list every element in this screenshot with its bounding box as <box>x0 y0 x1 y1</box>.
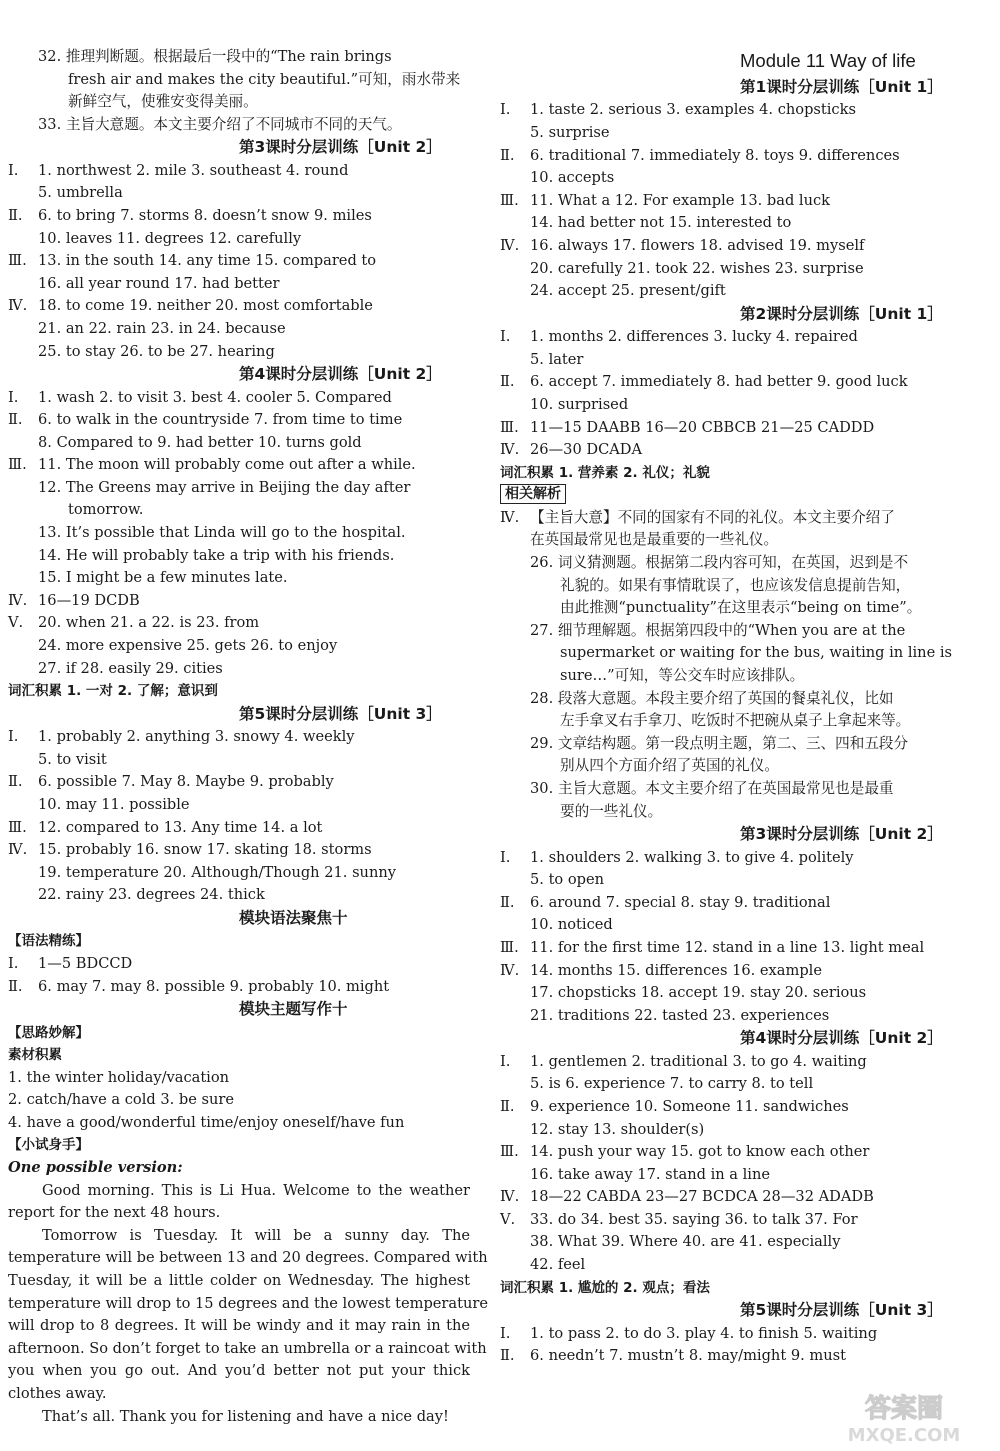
roman-numeral-marker: Ⅰ. <box>8 388 19 406</box>
roman-numeral-marker: Ⅰ. <box>500 328 511 346</box>
roman-numeral-marker: Ⅲ. <box>8 818 27 836</box>
line-text: 18. to come 19. neither 20. most comfortable <box>38 297 373 315</box>
answer-line <box>500 349 980 372</box>
section-title <box>500 303 980 326</box>
answer-line <box>500 280 980 303</box>
section-label <box>8 930 470 953</box>
answer-line <box>8 295 470 318</box>
answer-line <box>500 371 980 394</box>
answer-line <box>8 658 470 681</box>
answer-line <box>8 771 470 794</box>
answer-line <box>8 341 470 364</box>
line-text: 别从四个方面介绍了英国的礼仪。 <box>560 757 779 775</box>
line-text: 第4课时分层训练［Unit 2］ <box>740 1029 943 1048</box>
line-text: 11. for the first time 12. stand in a line 13. light meal <box>530 938 925 956</box>
line-text: 24. accept 25. present/gift <box>530 282 726 300</box>
roman-numeral-marker: Ⅴ. <box>8 614 24 632</box>
watermark-logo <box>809 1387 994 1447</box>
line-text: 18—22 CABDA 23—27 BCDCA 28—32 ADADB <box>530 1188 874 1206</box>
answer-line <box>8 454 470 477</box>
line-text: 19. temperature 20. Although/Though 21. sunny <box>38 863 396 881</box>
section-title <box>8 363 470 386</box>
answer-line <box>500 212 980 235</box>
answer-line <box>8 228 470 251</box>
answer-line <box>8 250 470 273</box>
answer-line <box>500 507 980 530</box>
line-text: 1—5 BDCCD <box>38 954 133 972</box>
line-text: 16. all year round 17. had better <box>38 274 280 292</box>
answer-line <box>500 326 980 349</box>
line-text: sure…”可知，等公交车时应该排队。 <box>560 667 805 685</box>
answer-line <box>500 1119 980 1142</box>
roman-numeral-marker: Ⅰ. <box>8 954 19 972</box>
answer-line <box>500 235 980 258</box>
line-text: report for the next 48 hours. <box>8 1204 221 1222</box>
roman-numeral-marker: Ⅳ. <box>500 441 520 459</box>
answer-line <box>500 620 980 643</box>
text-line <box>8 1067 470 1090</box>
section-label <box>8 1044 470 1067</box>
roman-numeral-marker: Ⅲ. <box>500 191 519 209</box>
line-text: 由此推测“punctuality”在这里表示“being on time”。 <box>560 599 922 617</box>
text-line <box>8 1406 470 1429</box>
line-text: 22. rainy 23. degrees 24. thick <box>38 886 265 904</box>
roman-numeral-marker: Ⅱ. <box>8 411 23 429</box>
line-text: 29. 文章结构题。第一段点明主题，第二、三、四和五段分 <box>530 734 909 752</box>
line-text: will drop to 8 degrees. It will be windy and it may rain in the <box>8 1317 470 1335</box>
line-text: 礼貌的。如果有事情耽误了，也应该发信息提前告知， <box>560 576 911 594</box>
roman-numeral-marker: Ⅳ. <box>500 236 520 254</box>
text-line <box>8 1315 470 1338</box>
line-text: 6. needn’t 7. mustn’t 8. may/might 9. must <box>530 1347 846 1365</box>
roman-numeral-marker: Ⅳ. <box>8 841 28 859</box>
section-title <box>8 907 470 930</box>
line-text: 12. stay 13. shoulder(s) <box>530 1120 705 1138</box>
roman-numeral-marker: Ⅰ. <box>8 161 19 179</box>
line-text: 5. umbrella <box>38 184 123 202</box>
line-text: 模块主题写作十 <box>239 1000 348 1019</box>
answer-line <box>500 1254 980 1277</box>
watermark-line1: 答案圈 <box>864 1394 944 1424</box>
answer-line <box>8 91 470 114</box>
line-text: 6. accept 7. immediately 8. had better 9. good luck <box>530 373 908 391</box>
right-column <box>500 46 980 1368</box>
answer-line <box>500 778 980 801</box>
section-title <box>500 1299 980 1322</box>
line-text: 26—30 DCADA <box>530 441 643 459</box>
answer-line <box>8 387 470 410</box>
line-text: 28. 段落大意题。本段主要介绍了英国的餐桌礼仪，比如 <box>530 689 894 707</box>
line-text: 新鲜空气，使雅安变得美丽。 <box>68 93 258 111</box>
answer-line <box>8 726 470 749</box>
answer-line <box>8 794 470 817</box>
line-text: Tomorrow is Tuesday. It will be a sunny day. The <box>42 1226 470 1244</box>
section-label <box>8 680 470 703</box>
section-label <box>500 484 980 507</box>
line-text: 16. take away 17. stand in a line <box>530 1165 771 1183</box>
answer-line <box>500 1005 980 1028</box>
line-text: 16. always 17. flowers 18. advised 19. myself <box>530 236 865 254</box>
line-text: 30. 主旨大意题。本文主要介绍了在英国最常见也是最重 <box>530 780 894 797</box>
roman-numeral-marker: Ⅳ. <box>500 1188 520 1206</box>
line-text: 词汇积累 1. 尴尬的 2. 观点；看法 <box>500 1279 710 1296</box>
line-text: One possible version: <box>8 1159 183 1177</box>
roman-numeral-marker: Ⅱ. <box>500 893 515 911</box>
line-text: 模块语法聚焦十 <box>239 908 348 927</box>
answer-line <box>500 1096 980 1119</box>
section-title <box>500 1027 980 1050</box>
roman-numeral-marker: Ⅳ. <box>8 591 28 609</box>
line-text: 在英国最常见也是最重要的一些礼仪。 <box>530 531 779 549</box>
text-line <box>8 1247 488 1270</box>
line-text: 8. Compared to 9. had better 10. turns gold <box>38 433 362 451</box>
line-text: 1. shoulders 2. walking 3. to give 4. politely <box>530 848 854 866</box>
answer-line <box>500 394 980 417</box>
text-line <box>8 1293 488 1316</box>
line-text: 24. more expensive 25. gets 26. to enjoy <box>38 637 338 655</box>
line-text: tomorrow. <box>68 501 144 519</box>
line-text: 26. 词义猜测题。根据第二段内容可知，在英国，迟到是不 <box>530 554 909 572</box>
answer-line <box>500 167 980 190</box>
line-text: 第5课时分层训练［Unit 3］ <box>239 704 442 723</box>
line-text: 6. to walk in the countryside 7. from time to time <box>38 411 403 429</box>
answer-line <box>500 1164 980 1187</box>
line-text: 5. to open <box>530 871 605 889</box>
answer-line <box>500 688 980 711</box>
answer-line <box>8 432 470 455</box>
line-text: 2. catch/have a cold 3. be sure <box>8 1091 235 1109</box>
line-text: 1. taste 2. serious 3. examples 4. chopsticks <box>530 101 856 119</box>
line-text: 14. months 15. differences 16. example <box>530 961 822 979</box>
line-text: 4. have a good/wonderful time/enjoy oneself/have fun <box>8 1113 405 1131</box>
line-text: supermarket or waiting for the bus, waiting in line is <box>560 644 953 662</box>
line-text: 14. had better not 15. interested to <box>530 214 792 232</box>
line-text: Good morning. This is Li Hua. Welcome to the weather <box>42 1181 470 1199</box>
answer-line <box>500 597 980 620</box>
answer-line <box>500 1073 980 1096</box>
answer-line <box>500 575 980 598</box>
answer-line <box>8 46 470 69</box>
answer-line <box>500 258 980 281</box>
answer-line <box>8 749 470 772</box>
answer-line <box>500 1209 980 1232</box>
text-line <box>8 1338 487 1361</box>
answer-line <box>8 953 470 976</box>
answer-line <box>500 960 980 983</box>
answer-line <box>8 499 470 522</box>
answer-line <box>500 847 980 870</box>
answer-line <box>500 1141 980 1164</box>
line-text: 38. What 39. Where 40. are 41. especially <box>530 1233 841 1251</box>
line-text: 1. months 2. differences 3. lucky 4. repaired <box>530 328 858 346</box>
answer-line <box>8 477 470 500</box>
line-text: afternoon. So don’t forget to take an umbrella or a raincoat with <box>8 1339 487 1357</box>
section-title <box>500 76 980 99</box>
section-title <box>8 136 470 159</box>
line-text: 21. traditions 22. tasted 23. experiences <box>530 1006 830 1024</box>
line-text: 5. surprise <box>530 123 610 141</box>
line-text: 6. around 7. special 8. stay 9. traditional <box>530 893 831 911</box>
roman-numeral-marker: Ⅰ. <box>500 101 511 119</box>
line-text: 16—19 DCDB <box>38 591 140 609</box>
answer-line <box>500 1323 980 1346</box>
line-text: 13. in the south 14. any time 15. compared to <box>38 252 377 270</box>
line-text: 42. feel <box>530 1256 586 1274</box>
line-text: 左手拿叉右手拿刀、吃饭时不把碗从桌子上拿起来等。 <box>560 712 911 730</box>
text-line <box>8 1360 470 1383</box>
answer-line <box>500 937 980 960</box>
roman-numeral-marker: Ⅱ. <box>500 1097 515 1115</box>
line-text: 10. noticed <box>530 916 613 934</box>
line-text: 12. The Greens may arrive in Beijing the day after <box>38 478 411 496</box>
roman-numeral-marker: Ⅱ. <box>8 206 23 224</box>
line-text: 15. I might be a few minutes late. <box>38 569 288 587</box>
line-text: 10. accepts <box>530 169 615 187</box>
line-text: 12. compared to 13. Any time 14. a lot <box>38 818 323 836</box>
answer-line <box>8 522 470 545</box>
line-text: 33. do 34. best 35. saying 36. to talk 37. For <box>530 1210 858 1228</box>
answer-line <box>500 665 980 688</box>
line-text: Module 11 Way of life <box>740 50 916 71</box>
answer-line <box>8 182 470 205</box>
line-text: 15. probably 16. snow 17. skating 18. storms <box>38 841 372 859</box>
section-title <box>8 998 470 1021</box>
line-text: 第2课时分层训练［Unit 1］ <box>740 304 943 323</box>
answer-line <box>500 869 980 892</box>
roman-numeral-marker: Ⅱ. <box>500 1347 515 1365</box>
line-text: 32. 推理判断题。根据最后一段中的“The rain brings <box>38 48 392 65</box>
line-text: 6. possible 7. May 8. Maybe 9. probably <box>38 773 334 791</box>
line-text: 17. chopsticks 18. accept 19. stay 20. serious <box>530 984 867 1002</box>
answer-line <box>8 545 470 568</box>
answer-line <box>500 145 980 168</box>
line-text: 25. to stay 26. to be 27. hearing <box>38 342 275 360</box>
answer-line <box>500 190 980 213</box>
line-text: 【小试身手】 <box>8 1137 89 1154</box>
line-text: 6. to bring 7. storms 8. doesn’t snow 9. miles <box>38 206 372 224</box>
line-text: you when you go out. And you’d better not put your thick <box>8 1362 470 1380</box>
answer-line <box>8 205 470 228</box>
answer-line <box>8 273 470 296</box>
roman-numeral-marker: Ⅰ. <box>500 1324 511 1342</box>
line-text: 5. later <box>530 350 584 368</box>
answer-line <box>8 817 470 840</box>
answer-line <box>500 417 980 440</box>
line-text: 6. traditional 7. immediately 8. toys 9. differences <box>530 146 900 164</box>
text-line <box>8 1202 470 1225</box>
roman-numeral-marker: Ⅰ. <box>500 1052 511 1070</box>
roman-numeral-marker: Ⅳ. <box>8 297 28 315</box>
section-title <box>500 823 980 846</box>
answer-line <box>8 69 470 92</box>
line-text: 词汇积累 1. 一对 2. 了解；意识到 <box>8 683 218 700</box>
answer-line <box>500 122 980 145</box>
line-text: 33. 主旨大意题。本文主要介绍了不同城市不同的天气。 <box>38 115 402 133</box>
line-text: 1. northwest 2. mile 3. southeast 4. round <box>38 161 349 179</box>
text-line <box>8 1383 470 1406</box>
watermark-line2: MXQE.COM <box>847 1425 961 1446</box>
section-label <box>8 1022 470 1045</box>
line-text: 21. an 22. rain 23. in 24. because <box>38 319 286 337</box>
line-text: 13. It’s possible that Linda will go to the hospital. <box>38 524 406 542</box>
roman-numeral-marker: Ⅲ. <box>8 456 27 474</box>
line-text: 【思路妙解】 <box>8 1024 89 1041</box>
roman-numeral-marker: Ⅴ. <box>500 1210 516 1228</box>
line-text: 10. surprised <box>530 395 629 413</box>
roman-numeral-marker: Ⅱ. <box>8 977 23 995</box>
line-text: 11. What a 12. For example 13. bad luck <box>530 191 831 209</box>
line-text: 14. He will probably take a trip with his friends. <box>38 546 395 564</box>
answer-line <box>500 914 980 937</box>
answer-line <box>500 1231 980 1254</box>
line-text: 1. gentlemen 2. traditional 3. to go 4. waiting <box>530 1052 867 1070</box>
line-text: 5. is 6. experience 7. to carry 8. to tell <box>530 1075 814 1093</box>
answer-line <box>500 1051 980 1074</box>
module-title <box>500 46 980 76</box>
text-line <box>8 1225 470 1248</box>
answer-line <box>500 710 980 733</box>
line-text: 素材积累 <box>8 1047 62 1064</box>
answer-line <box>8 635 470 658</box>
answer-line <box>500 439 980 462</box>
line-text: 1. wash 2. to visit 3. best 4. cooler 5. Compared <box>38 388 392 406</box>
answer-line <box>500 755 980 778</box>
line-text: 27. if 28. easily 29. cities <box>38 659 223 677</box>
line-text: 第3课时分层训练［Unit 2］ <box>740 825 943 844</box>
answer-line <box>500 982 980 1005</box>
line-text: 第1课时分层训练［Unit 1］ <box>740 78 943 96</box>
line-text: 第4课时分层训练［Unit 2］ <box>239 365 442 384</box>
section-label <box>500 1277 980 1300</box>
roman-numeral-marker: Ⅲ. <box>500 1143 519 1161</box>
roman-numeral-marker: Ⅱ. <box>8 773 23 791</box>
answer-line <box>8 114 470 137</box>
answer-line <box>500 529 980 552</box>
section-label <box>8 1134 470 1157</box>
line-text: 第3课时分层训练［Unit 2］ <box>239 138 442 157</box>
answer-line <box>8 862 470 885</box>
line-text: 10. leaves 11. degrees 12. carefully <box>38 229 302 247</box>
left-column <box>8 46 488 1428</box>
line-text: That’s all. Thank you for listening and have a nice day! <box>42 1407 449 1425</box>
roman-numeral-marker: Ⅱ. <box>500 146 515 164</box>
line-text: 11. The moon will probably come out after a while. <box>38 456 416 474</box>
section-title <box>8 703 470 726</box>
roman-numeral-marker: Ⅰ. <box>500 848 511 866</box>
roman-numeral-marker: Ⅲ. <box>500 938 519 956</box>
answer-line <box>8 318 470 341</box>
roman-numeral-marker: Ⅳ. <box>500 961 520 979</box>
line-text: 1. probably 2. anything 3. snowy 4. weekly <box>38 728 355 746</box>
answer-line <box>8 567 470 590</box>
answer-line <box>500 892 980 915</box>
analysis-box-label: 相关解析 <box>500 484 566 504</box>
answer-line <box>8 612 470 635</box>
answer-line <box>500 552 980 575</box>
text-line <box>8 1112 470 1135</box>
line-text: temperature will drop to 15 degrees and the lowest temperature <box>8 1294 488 1312</box>
line-text: 20. when 21. a 22. is 23. from <box>38 614 260 632</box>
line-text: 【语法精练】 <box>8 933 89 950</box>
text-line <box>8 1157 470 1180</box>
line-text: 1. to pass 2. to do 3. play 4. to finish 5. waiting <box>530 1324 878 1342</box>
line-text: 第5课时分层训练［Unit 3］ <box>740 1301 943 1320</box>
line-text: 14. push your way 15. got to know each other <box>530 1143 870 1161</box>
answer-line <box>500 733 980 756</box>
roman-numeral-marker: Ⅰ. <box>8 728 19 746</box>
text-line <box>8 1270 470 1293</box>
text-line <box>8 1180 470 1203</box>
roman-numeral-marker: Ⅲ. <box>500 418 519 436</box>
line-text: temperature will be between 13 and 20 degrees. Compared with <box>8 1249 488 1267</box>
roman-numeral-marker: Ⅲ. <box>8 252 27 270</box>
answer-line <box>8 160 470 183</box>
answer-line <box>500 99 980 122</box>
line-text: Tuesday, it will be a little colder on Wednesday. The highest <box>8 1272 470 1290</box>
line-text: clothes away. <box>8 1385 107 1403</box>
section-label <box>500 462 980 485</box>
answer-line <box>8 976 470 999</box>
answer-line <box>8 884 470 907</box>
line-text: 20. carefully 21. took 22. wishes 23. surprise <box>530 259 864 277</box>
answer-line <box>500 642 980 665</box>
line-text: 词汇积累 1. 营养素 2. 礼仪；礼貌 <box>500 464 710 481</box>
roman-numeral-marker: Ⅱ. <box>500 373 515 391</box>
answer-line <box>500 1345 980 1368</box>
line-text: 27. 细节理解题。根据第四段中的“When you are at the <box>530 621 906 639</box>
line-text: 5. to visit <box>38 750 107 768</box>
roman-numeral-marker: Ⅳ. <box>500 508 520 526</box>
line-text: 10. may 11. possible <box>38 795 190 813</box>
line-text: 6. may 7. may 8. possible 9. probably 10. might <box>38 977 390 995</box>
line-text: fresh air and makes the city beautiful.”可知，雨水带来 <box>68 70 461 88</box>
text-line <box>8 1089 470 1112</box>
line-text: 9. experience 10. Someone 11. sandwiches <box>530 1097 849 1115</box>
line-text: 要的一些礼仪。 <box>560 802 663 820</box>
answer-line <box>8 590 470 613</box>
answer-line <box>8 409 470 432</box>
line-text: 11—15 DAABB 16—20 CBBCB 21—25 CADDD <box>530 418 875 436</box>
line-text: 1. the winter holiday/vacation <box>8 1068 230 1086</box>
answer-line <box>500 1186 980 1209</box>
answer-line <box>500 801 980 824</box>
answer-line <box>8 839 470 862</box>
line-text: 【主旨大意】不同的国家有不同的礼仪。本文主要介绍了 <box>530 508 895 526</box>
